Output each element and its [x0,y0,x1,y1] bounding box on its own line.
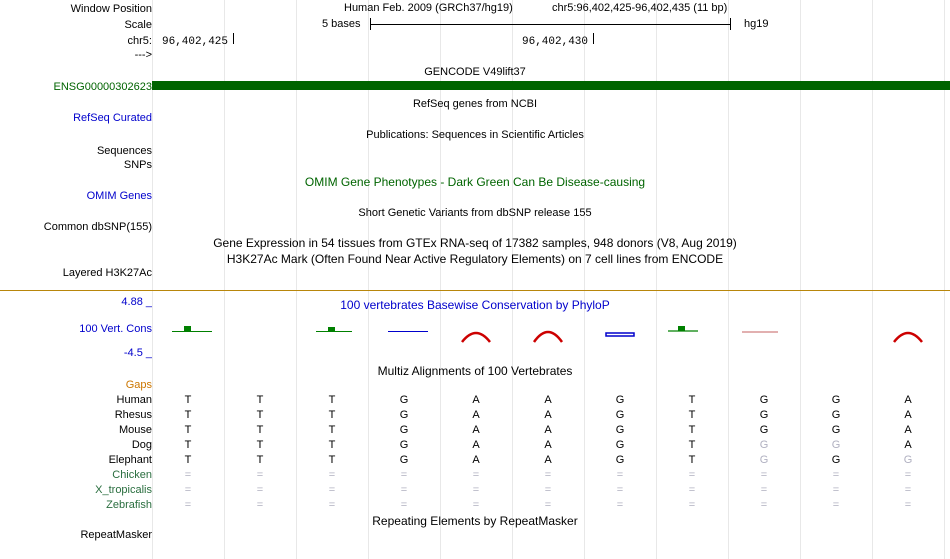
coord-left-label: 96,402,425 [162,36,229,48]
align-base: = [544,469,552,481]
align-base: A [472,409,480,421]
align-base: = [328,499,336,511]
align-base: A [544,424,552,436]
align-base: A [544,454,552,466]
align-base: T [328,409,336,421]
label-sequences[interactable]: Sequences [96,145,152,157]
align-base: T [328,394,336,406]
assembly-title: Human Feb. 2009 (GRCh37/hg19) [344,2,513,14]
species-label-3[interactable]: Dog [131,439,152,451]
align-base: A [472,454,480,466]
align-base: G [831,439,841,451]
align-base: T [256,409,264,421]
h3k27ac-track-title[interactable]: H3K27Ac Mark (Often Found Near Active Regulatory Elements) on 7 cell lines from ENCODE [226,252,724,266]
align-base: G [615,454,625,466]
track-label-column [0,0,152,559]
gencode-track-title[interactable]: GENCODE V49lift37 [424,66,526,78]
align-base: = [688,469,696,481]
align-base: = [544,499,552,511]
align-base: T [688,409,696,421]
align-base: T [688,394,696,406]
align-base: T [256,454,264,466]
label-window-position: Window Position [70,3,152,15]
align-base: G [615,439,625,451]
align-base: G [831,424,841,436]
align-base: = [400,469,408,481]
species-label-0[interactable]: Human [116,394,152,406]
align-base: T [184,394,192,406]
align-base: G [831,454,841,466]
align-base: G [759,439,769,451]
dbsnp-track-title[interactable]: Short Genetic Variants from dbSNP release 155 [358,207,592,219]
label-scale: Scale [124,19,152,31]
label-chrom: chr5: [127,35,152,47]
assembly-db-label: hg19 [744,18,769,30]
align-base: A [472,439,480,451]
align-base: T [184,424,192,436]
align-base: = [832,499,840,511]
align-base: G [759,409,769,421]
align-base: A [544,409,552,421]
align-base: = [904,469,912,481]
align-base: T [328,424,336,436]
align-base: A [472,394,480,406]
label-gencode-gene[interactable]: ENSG00000302623 [53,81,152,93]
align-base: T [256,424,264,436]
align-base: = [472,484,480,496]
label-common-dbsnp[interactable]: Common dbSNP(155) [43,221,152,233]
align-base: = [256,484,264,496]
align-base: = [616,499,624,511]
align-base: A [904,439,912,451]
align-base: = [616,484,624,496]
label-strand-arrow: ---> [134,49,152,61]
align-base: G [615,394,625,406]
align-base: = [256,469,264,481]
align-base: G [615,424,625,436]
align-base: G [399,454,409,466]
align-base: G [831,409,841,421]
align-base: G [399,394,409,406]
align-base: = [832,484,840,496]
align-base: = [688,484,696,496]
align-base: = [256,499,264,511]
gtex-track-title[interactable]: Gene Expression in 54 tissues from GTEx RNA-seq of 17382 samples, 948 donors (V8, Aug 2019) [213,236,737,250]
publications-track-title[interactable]: Publications: Sequences in Scientific Articles [366,129,584,141]
align-base: T [688,439,696,451]
align-base: G [399,439,409,451]
align-base: = [400,484,408,496]
position-range[interactable]: chr5:96,402,425-96,402,435 (11 bp) [552,2,728,14]
align-base: A [904,424,912,436]
label-omim-genes[interactable]: OMIM Genes [86,190,152,202]
omim-track-title[interactable]: OMIM Gene Phenotypes - Dark Green Can Be Disease-causing [304,175,646,189]
repeatmasker-track-title[interactable]: Repeating Elements by RepeatMasker [372,514,578,528]
species-label-7[interactable]: Zebrafish [106,499,152,511]
align-base: = [472,469,480,481]
align-base: G [759,424,769,436]
align-base: A [544,394,552,406]
species-label-2[interactable]: Mouse [118,424,152,436]
align-base: = [616,469,624,481]
align-base: = [400,499,408,511]
align-base: G [615,409,625,421]
align-base: = [760,499,768,511]
refseq-track-title[interactable]: RefSeq genes from NCBI [412,98,538,110]
align-base: A [904,409,912,421]
align-base: = [904,499,912,511]
label-100-vert-cons[interactable]: 100 Vert. Cons [79,323,152,335]
align-base: = [760,484,768,496]
label-snps[interactable]: SNPs [123,159,152,171]
align-base: A [472,424,480,436]
align-base: T [328,439,336,451]
align-base: A [904,394,912,406]
align-base: = [832,469,840,481]
label-cons-max: 4.88 _ [121,296,152,308]
multiz-alignment-grid [152,0,950,559]
align-base: T [688,454,696,466]
align-base: T [184,409,192,421]
align-base: = [328,484,336,496]
label-cons-min: -4.5 _ [123,347,152,359]
align-base: = [688,499,696,511]
align-base: G [759,394,769,406]
coord-right-label: 96,402,430 [522,36,589,48]
align-base: = [184,469,192,481]
label-layered-h3k27ac[interactable]: Layered H3K27Ac [62,267,152,279]
align-base: = [184,499,192,511]
multiz-track-title[interactable]: Multiz Alignments of 100 Vertebrates [377,364,573,378]
align-base: T [184,439,192,451]
align-base: = [328,469,336,481]
align-base: A [544,439,552,451]
align-base: T [184,454,192,466]
align-base: G [399,409,409,421]
align-base: = [760,469,768,481]
align-base: G [831,394,841,406]
scale-bar-label: 5 bases [322,18,361,30]
phylop-track-title[interactable]: 100 vertebrates Basewise Conservation by PhyloP [340,298,610,312]
align-base: T [688,424,696,436]
label-gaps[interactable]: Gaps [125,379,152,391]
align-base: G [399,424,409,436]
label-repeatmasker[interactable]: RepeatMasker [80,529,152,541]
align-base: T [256,394,264,406]
align-base: = [904,484,912,496]
align-base: = [544,484,552,496]
align-base: G [759,454,769,466]
align-base: G [903,454,913,466]
align-base: = [184,484,192,496]
label-refseq-curated[interactable]: RefSeq Curated [73,112,152,124]
species-label-5[interactable]: Chicken [112,469,152,481]
align-base: T [328,454,336,466]
species-label-4[interactable]: Elephant [108,454,152,466]
species-label-1[interactable]: Rhesus [114,409,152,421]
align-base: = [472,499,480,511]
align-base: T [256,439,264,451]
species-label-6[interactable]: X_tropicalis [95,484,152,496]
